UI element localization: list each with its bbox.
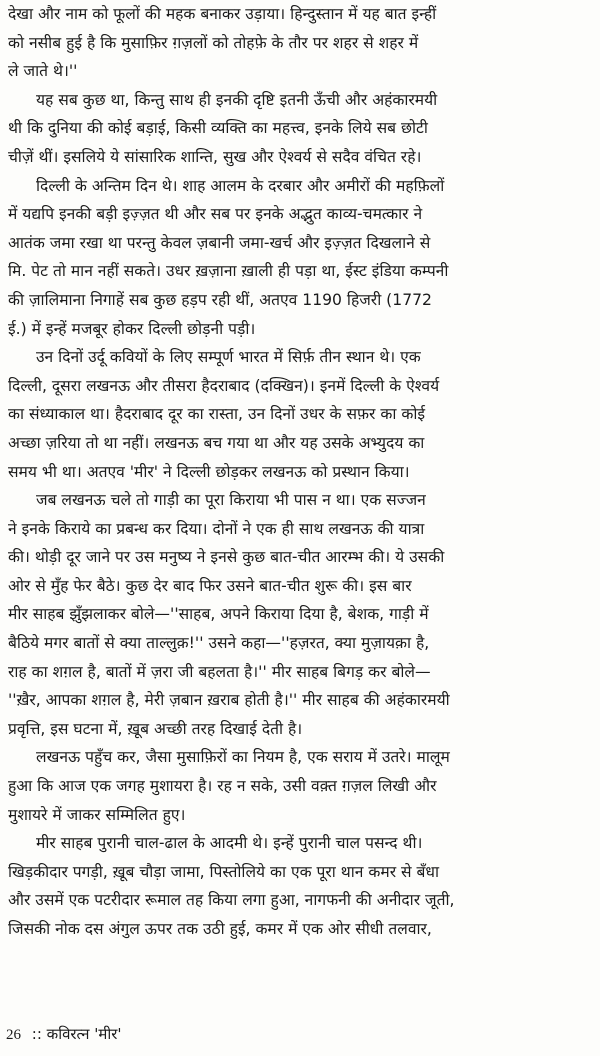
text-line: दिल्ली, दूसरा लखनऊ और तीसरा हैदराबाद (दक्खिन)। इनमें दिल्ली के ऐश्वर्य bbox=[8, 376, 440, 395]
paragraph-first-line: जब लखनऊ चले तो गाड़ी का पूरा किराया भी पास न था। एक सज्जन bbox=[36, 491, 426, 510]
text-line: प्रवृत्ति, इस घटना में, ख़ूब अच्छी तरह दिखाई देती है। bbox=[8, 719, 303, 738]
text-line: में यद्यपि इनकी बड़ी इज़्ज़त थी और सब पर इनके अद्भुत काव्य-चमत्कार ने bbox=[8, 205, 423, 224]
paragraph-first-line: उन दिनों उर्दू कवियों के लिए सम्पूर्ण भारत में सिर्फ़ तीन स्थान थे। एक bbox=[36, 348, 421, 367]
text-line: ओर से मुँह फेर बैठे। कुछ देर बाद फिर उसने बात-चीत शुरू की। इस बार bbox=[8, 576, 412, 595]
text-line: चीज़ें थीं। इसलिये ये सांसारिक शान्ति, सुख और ऐश्वर्य से सदैव वंचित रहे। bbox=[8, 147, 422, 166]
text-line: की। थोड़ी दूर जाने पर उस मनुष्य ने इनसे कुछ बात-चीत आरम्भ की। ये उसकी bbox=[8, 548, 445, 567]
text-line: खिड़कीदार पगड़ी, ख़ूब चौड़ा जामा, पिस्तोलिये का एक पूरा थान कमर से बँधा bbox=[8, 862, 440, 881]
page-body-text bbox=[8, 0, 592, 944]
text-line: जिसकी नोक दस अंगुल ऊपर तक उठी हुई, कमर में एक ओर सीधी तलवार, bbox=[8, 920, 432, 938]
text-line: को नसीब हुई है कि मुसाफ़िर ग़ज़लों को तोहफ़े के तौर पर शहर से शहर में bbox=[8, 33, 419, 52]
page-number: 26 bbox=[6, 1027, 21, 1043]
text-line: देखा और नाम को फूलों की महक बनाकर उड़ाया। हिन्दुस्तान में यह बात इन्हीं bbox=[8, 5, 437, 23]
text-line: समय भी था। अतएव 'मीर' ने दिल्ली छोड़कर लखनऊ को प्रस्थान किया। bbox=[8, 462, 410, 481]
text-line: ई.) में इन्हें मजबूर होकर दिल्ली छोड़नी पड़ी। bbox=[8, 319, 256, 338]
text-line: ने इनके किराये का प्रबन्ध कर दिया। दोनों ने एक ही साथ लखनऊ की यात्रा bbox=[8, 519, 425, 538]
text-line: राह का शग़ल है, बातों में ज़रा जी बहलता है।'' मीर साहब बिगड़ कर बोले— bbox=[8, 662, 431, 681]
footer-separator: :: bbox=[31, 1025, 42, 1043]
text-line: हुआ कि आज एक जगह मुशायरा है। रह न सके, उसी वक़्त ग़ज़ल लिखी और bbox=[8, 777, 437, 796]
text-line: का संध्याकाल था। हैदराबाद दूर का रास्ता, उन दिनों उधर के सफ़र का कोई bbox=[8, 405, 426, 424]
text-line: थी कि दुनिया की कोई बड़ाई, किसी व्यक्ति का महत्त्व, इनके लिये सब छोटी bbox=[8, 119, 428, 138]
text-line: आतंक जमा रखा था परन्तु केवल ज़बानी जमा-खर्च और इज़्ज़त दिखलाने से bbox=[8, 233, 431, 252]
paragraph-first-line: यह सब कुछ था, किन्तु साथ ही इनकी दृष्टि इतनी ऊँची और अहंकारमयी bbox=[36, 90, 438, 109]
text-line: की ज़ालिमाना निगाहें सब कुछ हड़प रही थीं, अतएव 1190 हिजरी (1772 bbox=[8, 290, 432, 309]
running-book-title: कविरत्न 'मीर' bbox=[46, 1025, 122, 1043]
text-line: मीर साहब झुँझलाकर बोले—''साहब, अपने किराया दिया है, बेशक, गाड़ी में bbox=[8, 605, 429, 624]
text-line: अच्छा ज़रिया तो था नहीं। लखनऊ बच गया था और यह उसके अभ्युदय का bbox=[8, 433, 425, 452]
text-line: मि. पेट तो मान नहीं सकते। उधर ख़ज़ाना ख़ाली ही पड़ा था, ईस्ट इंडिया कम्पनी bbox=[8, 262, 449, 281]
paragraph-first-line: लखनऊ पहुँच कर, जैसा मुसाफ़िरों का नियम है, एक सराय में उतरे। मालूम bbox=[36, 748, 450, 767]
text-line: और उसमें एक पटरीदार रूमाल तह किया लगा हुआ, नागफनी की अनीदार जूती, bbox=[8, 891, 455, 910]
text-line: ले जाते थे।'' bbox=[8, 62, 78, 81]
paragraph-first-line: मीर साहब पुरानी चाल-ढाल के आदमी थे। इन्हें पुरानी चाल पसन्द थी। bbox=[36, 834, 423, 853]
paragraph-first-line: दिल्ली के अन्तिम दिन थे। शाह आलम के दरबार और अमीरों की महफ़िलों bbox=[36, 176, 445, 195]
page-footer bbox=[6, 1020, 122, 1048]
text-line: ''ख़ैर, आपका शग़ल है, मेरी ज़बान ख़राब होती है।'' मीर साहब की अहंकारमयी bbox=[8, 691, 450, 710]
text-line: मुशायरे में जाकर सम्मिलित हुए। bbox=[8, 805, 186, 824]
text-line: बैठिये मगर बातों से क्या ताल्लुक़!'' उसने कहा—''हज़रत, क्या मुज़ायक़ा है, bbox=[8, 634, 430, 653]
